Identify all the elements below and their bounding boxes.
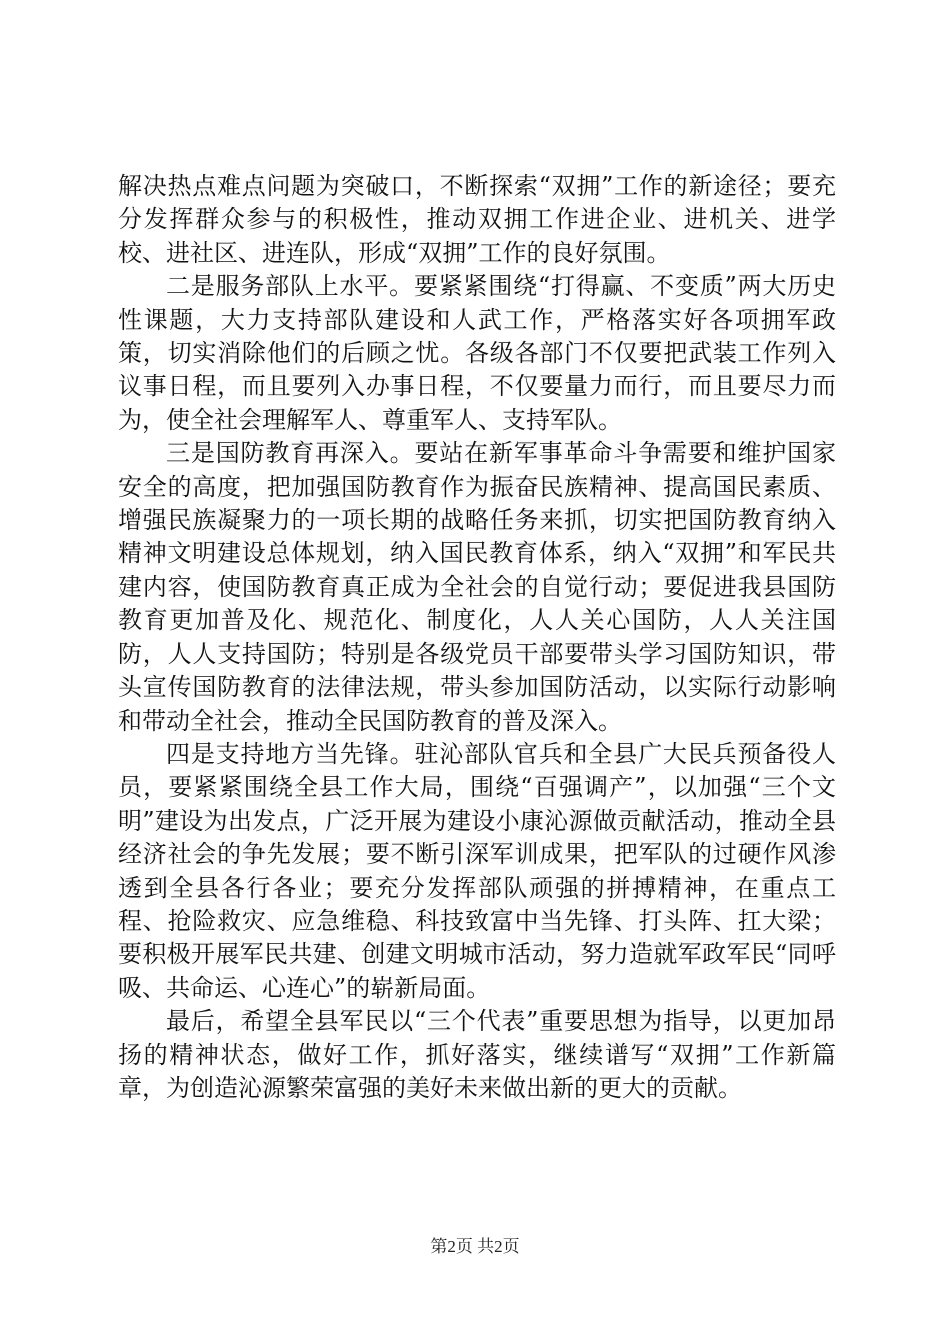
document-body [118, 170, 836, 1105]
paragraph-serve-troops: 二是服务部队上水平。要紧紧围绕“打得赢、不变质”两大历史性课题，大力支持部队建设和人武工作，严格落实好各项拥军政策，切实消除他们的后顾之忧。各级各部门不仅要把武装工作列入议事日程，而且要列入办事日程，不仅要量力而行，而且要尽力而为，使全社会理解军人、尊重军人、支持军队。 [118, 272, 836, 434]
paragraph-support-locality: 四是支持地方当先锋。驻沁部队官兵和全县广大民兵预备役人员，要紧紧围绕全县工作大局，围绕“百强调产”，以加强“三个文明”建设为出发点，广泛开展为建设小康沁源做贡献活动，推动全县经济社会的争先发展；要不断引深军训成果，把军队的过硬作风渗透到全县各行各业；要充分发挥部队顽强的拼搏精神，在重点工程、抢险救灾、应急维稳、科技致富中当先锋、打头阵、扛大梁；要积极开展军民共建、创建文明城市活动，努力造就军政军民“同呼吸、共命运、心连心”的崭新局面。 [118, 739, 836, 1002]
paragraph-conclusion: 最后，希望全县军民以“三个代表”重要思想为指导，以更加昂扬的精神状态，做好工作，抓好落实，继续谱写“双拥”工作新篇章，为创造沁源繁荣富强的美好未来做出新的更大的贡献。 [118, 1007, 836, 1102]
page-footer: 第2页 共2页 [430, 1237, 520, 1256]
paragraph-continuation: 解决热点难点问题为突破口，不断探索“双拥”工作的新途径；要充分发挥群众参与的积极性，推动双拥工作进企业、进机关、进学校、进社区、进连队，形成“双拥”工作的良好氛围。 [118, 172, 836, 267]
paragraph-defense-education: 三是国防教育再深入。要站在新军事革命斗争需要和维护国家安全的高度，把加强国防教育作为振奋民族精神、提高国民素质、增强民族凝聚力的一项长期的战略任务来抓，切实把国防教育纳入精神文明建设总体规划，纳入国民教育体系，纳入“双拥”和军民共建内容，使国防教育真正成为全社会的自觉行动；要促进我县国防教育更加普及化、规范化、制度化，人人关心国防，人人关注国防，人人支持国防；特别是各级党员干部要带头学习国防知识，带头宣传国防教育的法律法规，带头参加国防活动，以实际行动影响和带动全社会，推动全民国防教育的普及深入。 [118, 439, 836, 735]
